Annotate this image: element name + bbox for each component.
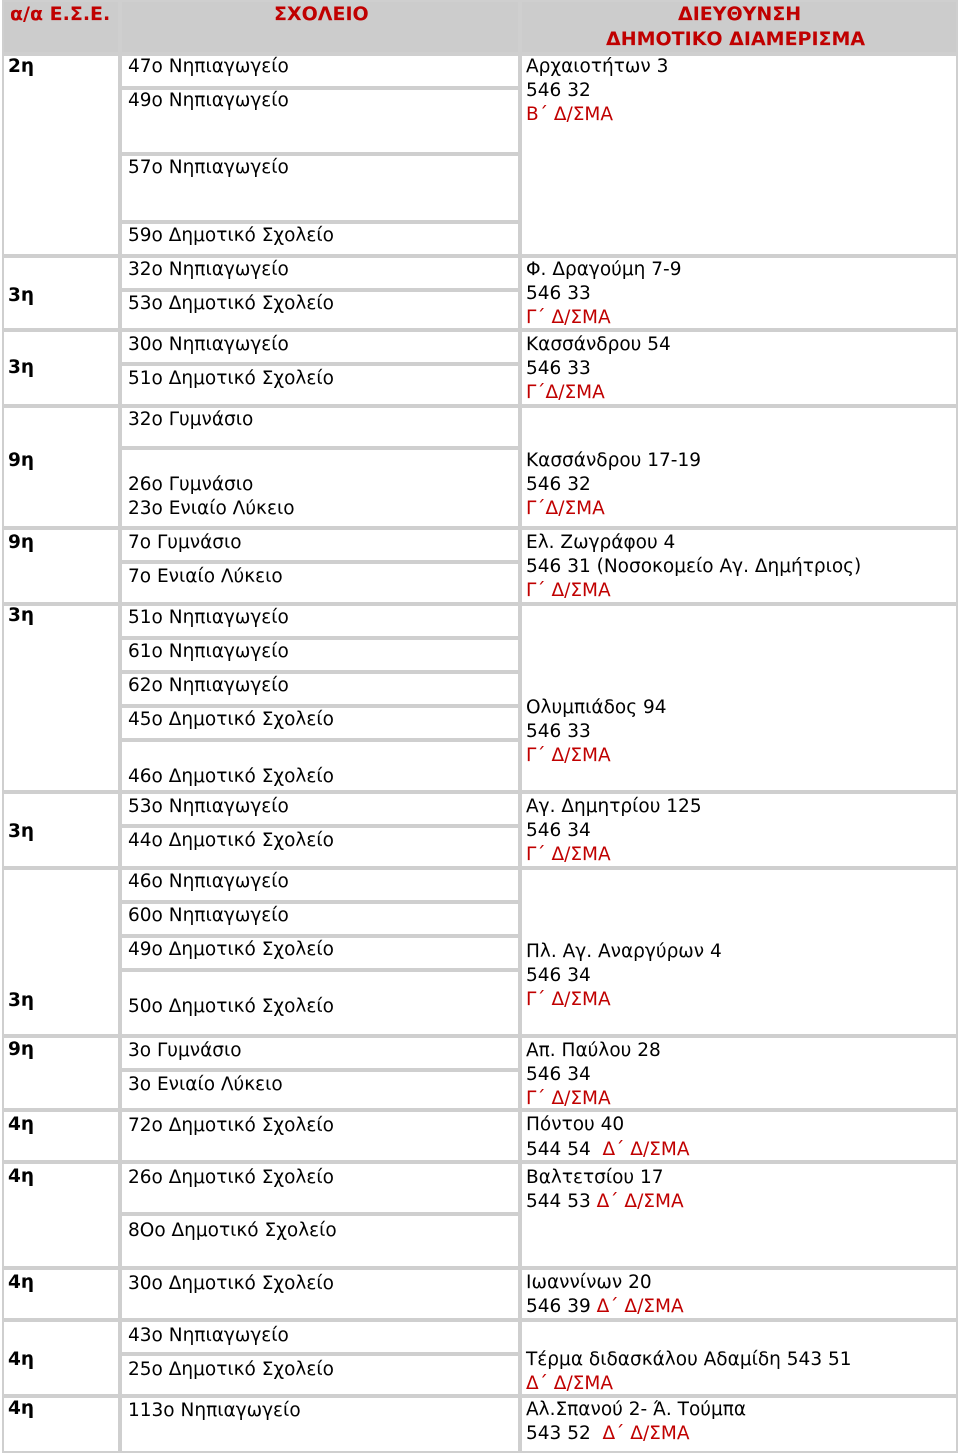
header-grade: α/α Ε.Σ.Ε.	[10, 3, 111, 25]
address-street: Πλ. Αγ. Αναργύρων 4	[526, 941, 722, 962]
school-name: 3ο Ενιαίο Λύκειο	[128, 1074, 283, 1095]
address-street: Αρχαιοτήτων 3	[526, 56, 669, 77]
school-name: 72ο Δημοτικό Σχολείο	[128, 1115, 334, 1136]
grade-label: 3η	[8, 821, 35, 842]
school-name: 32ο Γυμνάσιο	[128, 409, 254, 430]
school-name: 61ο Νηπιαγωγείο	[128, 641, 289, 662]
address-street: Φ. Δραγούμη 7-9	[526, 259, 682, 280]
header-address: ΔΙΕΥΘΥΝΣΗ	[678, 3, 802, 25]
grade-label: 4η	[8, 1166, 35, 1187]
school-name: 32ο Νηπιαγωγείο	[128, 259, 289, 280]
school-name: 30ο Νηπιαγωγείο	[128, 334, 289, 355]
school-name: 49ο Νηπιαγωγείο	[128, 90, 289, 111]
address-district: Γ΄Δ/ΣΜΑ	[526, 498, 605, 519]
address-postal: 546 32	[526, 474, 591, 495]
address-street: Τέρμα διδασκάλου Αδαμίδη 543 51	[526, 1349, 852, 1370]
address-district: Γ΄Δ/ΣΜΑ	[526, 382, 605, 403]
address-district: Γ΄ Δ/ΣΜΑ	[526, 989, 611, 1010]
school-name: 62ο Νηπιαγωγείο	[128, 675, 289, 696]
school-name: 26ο Δημοτικό Σχολείο	[128, 1167, 334, 1188]
address-street: Αγ. Δημητρίου 125	[526, 796, 702, 817]
grade-cell	[2, 54, 120, 256]
grade-label: 3η	[8, 285, 35, 306]
address-district: Γ΄ Δ/ΣΜΑ	[526, 580, 611, 601]
address-postal: 546 34	[526, 820, 591, 841]
grade-label: 3η	[8, 605, 35, 626]
address-street: Απ. Παύλου 28	[526, 1040, 661, 1061]
grade-cell	[2, 604, 120, 792]
school-name: 3ο Γυμνάσιο	[128, 1040, 242, 1061]
address-postal: 544 53	[526, 1191, 591, 1212]
address-district: Δ΄ Δ/ΣΜΑ	[602, 1423, 690, 1444]
address-district: Γ΄ Δ/ΣΜΑ	[526, 745, 611, 766]
grade-label: 3η	[8, 990, 35, 1011]
header-school: ΣΧΟΛΕΙΟ	[274, 3, 369, 25]
grade-label: 4η	[8, 1272, 35, 1293]
address-postal: 546 39	[526, 1296, 591, 1317]
school-name: 50ο Δημοτικό Σχολείο	[128, 996, 334, 1017]
address-district: Γ΄ Δ/ΣΜΑ	[526, 1088, 611, 1109]
grade-label: 9η	[8, 1039, 35, 1060]
address-street: Ιωαννίνων 20	[526, 1272, 652, 1293]
address-street: Πόντου 40	[526, 1114, 625, 1135]
address-postal: 546 34	[526, 1064, 591, 1085]
address-district: Δ΄ Δ/ΣΜΑ	[596, 1191, 684, 1212]
school-name: 44ο Δημοτικό Σχολείο	[128, 830, 334, 851]
grade-label: 4η	[8, 1398, 35, 1419]
address-postal: 546 33	[526, 283, 591, 304]
address-postal: 543 52	[526, 1423, 591, 1444]
address-district: Γ΄ Δ/ΣΜΑ	[526, 307, 611, 328]
school-name: 26ο Γυμνάσιο	[128, 474, 254, 495]
address-street: Ολυμπιάδος 94	[526, 697, 667, 718]
school-name: 7ο Γυμνάσιο	[128, 532, 242, 553]
school-name: 113ο Νηπιαγωγείο	[128, 1400, 301, 1421]
address-street: Βαλτετσίου 17	[526, 1167, 664, 1188]
school-name: 45ο Δημοτικό Σχολείο	[128, 709, 334, 730]
address-postal: 546 33	[526, 358, 591, 379]
address-postal-line	[526, 1138, 689, 1162]
school-name: 53ο Νηπιαγωγείο	[128, 796, 289, 817]
school-name: 25ο Δημοτικό Σχολείο	[128, 1359, 334, 1380]
school-name: 43ο Νηπιαγωγείο	[128, 1325, 289, 1346]
address-postal-line	[526, 1422, 689, 1446]
grade-label: 4η	[8, 1349, 35, 1370]
school-name: 49ο Δημοτικό Σχολείο	[128, 939, 334, 960]
school-name: 7ο Ενιαίο Λύκειο	[128, 566, 283, 587]
address-street: Αλ.Σπανού 2- Ά. Τούμπα	[526, 1399, 747, 1420]
grade-label: 3η	[8, 357, 35, 378]
school-name: 51ο Δημοτικό Σχολείο	[128, 368, 334, 389]
grade-label: 9η	[8, 450, 35, 471]
school-name: 47ο Νηπιαγωγείο	[128, 56, 289, 77]
school-name: 30ο Δημοτικό Σχολείο	[128, 1273, 334, 1294]
school-name: 23ο Ενιαίο Λύκειο	[128, 498, 295, 519]
school-name: 57ο Νηπιαγωγείο	[128, 157, 289, 178]
school-name: 8Οο Δημοτικό Σχολείο	[128, 1220, 337, 1241]
school-name: 46ο Δημοτικό Σχολείο	[128, 766, 334, 787]
address-street: Κασσάνδρου 17-19	[526, 450, 702, 471]
address-district: Δ΄ Δ/ΣΜΑ	[526, 1373, 613, 1394]
address-district: Δ΄ Δ/ΣΜΑ	[596, 1296, 684, 1317]
address-postal: 546 32	[526, 80, 591, 101]
school-name: 59ο Δημοτικό Σχολείο	[128, 225, 334, 246]
school-name: 51ο Νηπιαγωγείο	[128, 607, 289, 628]
school-name: 60ο Νηπιαγωγείο	[128, 905, 289, 926]
school-name: 53ο Δημοτικό Σχολείο	[128, 293, 334, 314]
address-street: Ελ. Ζωγράφου 4	[526, 532, 676, 553]
address-district: Β΄ Δ/ΣΜΑ	[526, 104, 614, 125]
address-postal: 546 31 (Νοσοκομείο Αγ. Δημήτριος)	[526, 556, 862, 577]
grade-label: 9η	[8, 532, 35, 553]
address-street: Κασσάνδρου 54	[526, 334, 671, 355]
grade-label: 4η	[8, 1114, 35, 1135]
grade-label: 2η	[8, 56, 35, 77]
address-postal: 544 54	[526, 1139, 591, 1160]
address-postal-line	[526, 1190, 684, 1214]
address-postal: 546 33	[526, 721, 591, 742]
address-district: Γ΄ Δ/ΣΜΑ	[526, 844, 611, 865]
address-postal: 546 34	[526, 965, 591, 986]
address-district: Δ΄ Δ/ΣΜΑ	[602, 1139, 690, 1160]
address-postal-line	[526, 1295, 684, 1319]
header-district: ΔΗΜΟΤΙΚΟ ΔΙΑΜΕΡΙΣΜΑ	[606, 28, 866, 50]
school-name: 46ο Νηπιαγωγείο	[128, 871, 289, 892]
